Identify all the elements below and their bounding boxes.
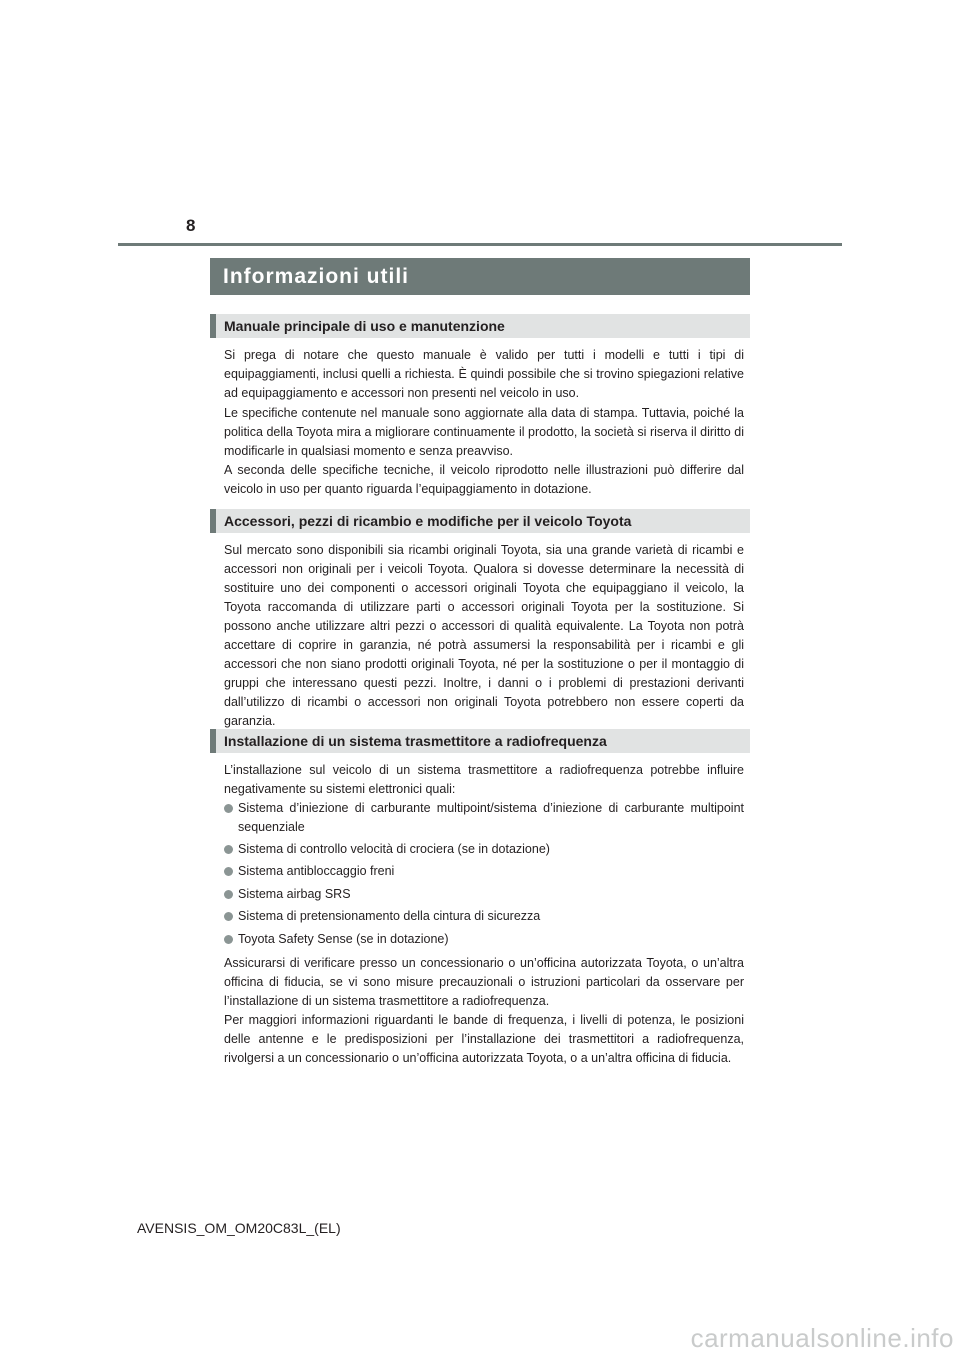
paragraph: Assicurarsi di verificare presso un concessionario o un’officina autorizzata Toyota, o un’altra officina di fiducia, se vi sono misure precauzionali o istruzioni particolari da osservare per l’installazione di un sistema trasmettitore a radiofrequenza. <box>224 956 744 1008</box>
paragraph: Le specifiche contenute nel manuale sono aggiornate alla data di stampa. Tuttavia, poiché la politica della Toyota mira a migliorare continuamente il prodotto, la società si riserva il diritto di modificarle in qualsiasi momento e senza preavviso. <box>224 406 744 458</box>
list-item: Toyota Safety Sense (se in dotazione) <box>224 930 744 949</box>
paragraph: A seconda delle specifiche tecniche, il veicolo riprodotto nelle illustrazioni può differire dal veicolo in uso per quanto riguarda l’equipaggiamento in dotazione. <box>224 463 744 496</box>
document-code: AVENSIS_OM_OM20C83L_(EL) <box>137 1220 341 1236</box>
bullet-icon <box>224 867 233 876</box>
list-item: Sistema antibloccaggio freni <box>224 862 744 881</box>
list-item: Sistema di controllo velocità di crociera (se in dotazione) <box>224 840 744 859</box>
paragraph: L’installazione sul veicolo di un sistema trasmettitore a radiofrequenza potrebbe influire negativamente su sistemi elettronici quali: <box>224 763 744 796</box>
bullet-icon <box>224 845 233 854</box>
page-number: 8 <box>186 216 196 235</box>
list-item: Sistema di pretensionamento della cintura di sicurezza <box>224 907 744 926</box>
list-item: Sistema airbag SRS <box>224 885 744 904</box>
watermark: carmanualsonline.info <box>690 1323 954 1353</box>
bullet-icon <box>224 804 233 813</box>
page-title: Informazioni utili <box>210 258 750 295</box>
paragraph: Per maggiori informazioni riguardanti le bande di frequenza, i livelli di potenza, le posizioni delle antenne e le predisposizioni per l’installazione dei trasmettitori a radiofrequenza, rivolgersi a un concessionario o un’officina autorizzata Toyota, o a un’altra officina di fiducia. <box>224 1013 744 1065</box>
bullet-icon <box>224 935 233 944</box>
list-item: Sistema d’iniezione di carburante multipoint/sistema d’iniezione di carburante multipoint sequenziale <box>224 799 744 837</box>
bullet-icon <box>224 890 233 899</box>
section-heading-radio-transmitter: Installazione di un sistema trasmettitore a radiofrequenza <box>210 729 750 753</box>
section-heading-accessories: Accessori, pezzi di ricambio e modifiche per il veicolo Toyota <box>210 509 750 533</box>
paragraph: Sul mercato sono disponibili sia ricambi originali Toyota, sia una grande varietà di ricambi e accessori non originali per i veicoli Toyota. Qualora si dovesse determinare la necessità di sostituire uno dei componenti o accessori originali Toyota che equipaggiano il veicolo, la Toyota raccomanda di utilizzare parti o accessori originali Toyota per la sostituzione. Si possono anche utilizzare altri pezzi o accessori di qualità equivalente. La Toyota non potrà accettare di coprire in garanzia, né potrà assumersi la responsabilità per i ricambi e gli accessori che non siano prodotti originali Toyota, né per la sostituzione o per il montaggio di gruppi che interessano questi pezzi. Inoltre, i danni o i problemi di prestazioni derivanti dall’utilizzo di ricambi o accessori non originali Toyota potrebbero non essere coperti da garanzia. <box>224 543 744 728</box>
bullet-icon <box>224 912 233 921</box>
paragraph: Si prega di notare che questo manuale è valido per tutti i modelli e tutti i tipi di equipaggiamenti, inclusi quelli a richiesta. È quindi possibile che si trovino spiegazioni relative ad equipaggiamento e accessori non presenti nel veicolo in uso. <box>224 348 744 400</box>
section-heading-manual: Manuale principale di uso e manutenzione <box>210 314 750 338</box>
header-rule <box>118 243 842 246</box>
